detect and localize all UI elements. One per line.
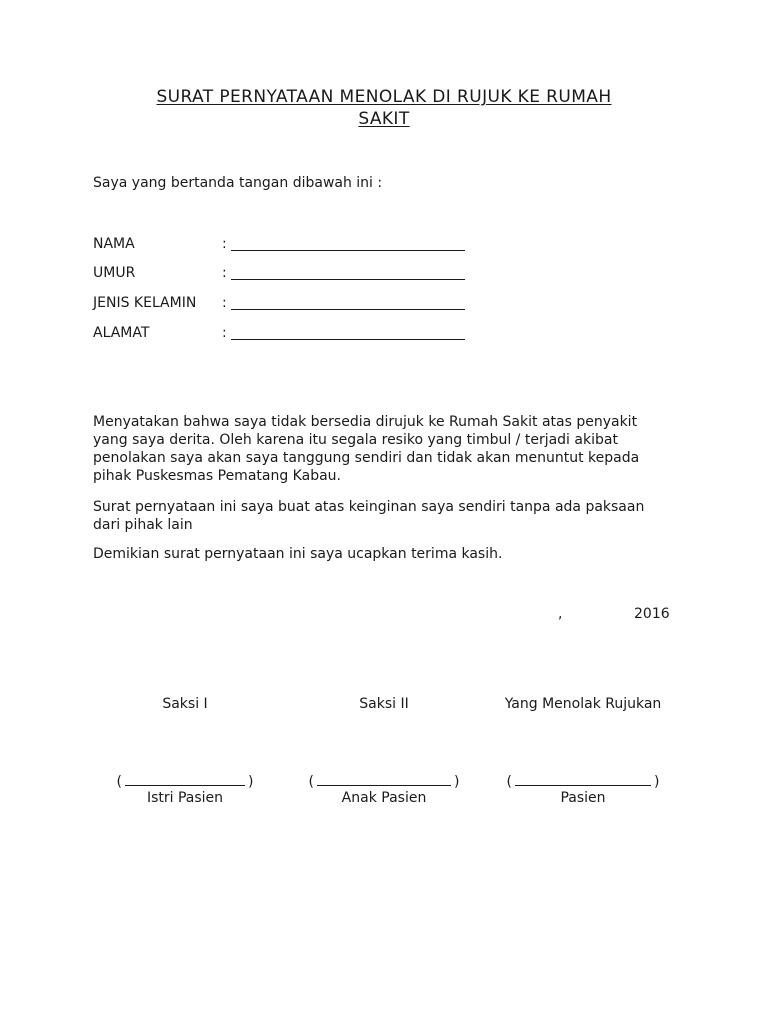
field-label: NAMA [93,236,135,252]
field-nama [93,235,493,255]
signature-role: Pasien [560,790,606,806]
signature-close-paren: ) [248,774,254,790]
field-jenis-kelamin [93,294,493,314]
signature-blank[interactable] [317,773,451,786]
field-label: UMUR [93,265,136,281]
field-fill-line[interactable] [231,309,465,310]
field-label: ALAMAT [93,325,150,341]
signature-role: Istri Pasien [146,790,224,806]
signature-open-paren: ( [308,774,314,790]
field-fill-line[interactable] [231,339,465,340]
field-colon: : [222,265,227,281]
field-colon: : [222,295,227,311]
voluntary-paragraph: Surat pernyataan ini saya buat atas keinginan saya sendiri tanpa ada paksaan dari pihak lain [93,499,645,533]
statement-paragraph: Menyatakan bahwa saya tidak bersedia dirujuk ke Rumah Sakit atas penyakit yang saya derita. Oleh karena itu segala resiko yang timbul / terjadi akibat penolakan saya akan saya tanggung sendiri dan tidak akan menuntut kepada pihak Puskesmas Pematang Kabau. [93,414,640,484]
field-umur [93,264,493,284]
signature-heading: Saksi II [359,696,409,712]
field-label: JENIS KELAMIN [93,295,197,311]
signature-heading: Yang Menolak Rujukan [504,696,662,712]
signature-close-paren: ) [454,774,460,790]
field-colon: : [222,236,227,252]
field-alamat [93,324,493,344]
date-year: 2016 [634,606,670,622]
signature-heading: Saksi I [162,696,208,712]
field-fill-line[interactable] [231,250,465,251]
title-line-1: SURAT PERNYATAAN MENOLAK DI RUJUK KE RUMAH [156,87,612,107]
document-title [100,86,668,130]
closing-paragraph: Demikian surat pernyataan ini saya ucapkan terima kasih. [93,546,503,562]
signature-blank[interactable] [125,773,245,786]
signature-open-paren: ( [506,774,512,790]
date-comma: , [558,606,563,622]
signature-close-paren: ) [654,774,660,790]
signature-open-paren: ( [116,774,122,790]
title-line-2: SAKIT [358,109,410,129]
intro-text: Saya yang bertanda tangan dibawah ini : [93,175,383,191]
signature-role: Anak Pasien [341,790,427,806]
field-colon: : [222,325,227,341]
field-fill-line[interactable] [231,279,465,280]
signature-blank[interactable] [515,773,651,786]
